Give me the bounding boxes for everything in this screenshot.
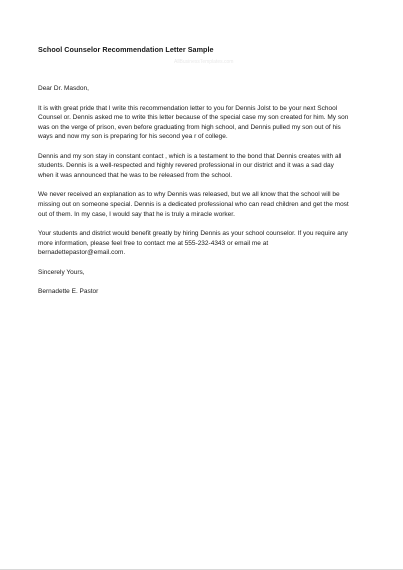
paragraph-1 — [38, 104, 368, 142]
paragraph-line: Your students and district would benefit greatly by hiring Dennis as your school counselor. If you require any — [38, 229, 348, 237]
paragraph-line: was on the verge of prison, even before graduating from high school, and Dennis pulled my son out of his — [38, 123, 341, 131]
paragraph-line: Dennis and my son stay in constant contact , which is a testament to the bond that Dennis creates with all — [38, 152, 342, 160]
document-title: School Counselor Recommendation Letter Sample — [38, 45, 214, 54]
watermark-text: AllBusinessTemplates.com — [174, 59, 234, 65]
paragraph-line: out of them. In my case, I would say that he is truly a miracle worker. — [38, 210, 235, 218]
paragraph-2 — [38, 152, 368, 181]
paragraph-line: We never received an explanation as to why Dennis was released, but we all know that the school will be — [38, 191, 340, 199]
paragraph-line: missing out on someone special. Dennis is a dedicated professional who can read children and get the most — [38, 200, 349, 208]
signature-name: Bernadette E. Pastor — [38, 287, 99, 295]
paragraph-line: Counsel or. Dennis asked me to write this letter because of the special case my son created for him. My son — [38, 114, 349, 122]
paragraph-line: more information, please feel free to contact me at 555-232-4343 or email me at — [38, 239, 269, 247]
paragraph-line: when it was announced that he was to be released from the school. — [38, 171, 233, 179]
salutation: Dear Dr. Masdon, — [38, 85, 89, 92]
paragraph-4 — [38, 229, 368, 258]
paragraph-line: ways and now my son is preparing for his second yea r of college. — [38, 133, 228, 141]
paragraph-line: It is with great pride that I write this recommendation letter to you for Dennis Jolst to be your next School — [38, 104, 338, 112]
closing: Sincerely Yours, — [38, 268, 85, 276]
paragraph-line: bernadettepastor@email.com. — [38, 249, 126, 257]
paragraph-3 — [38, 190, 368, 219]
letter-body — [38, 84, 368, 296]
paragraph-line: students. Dennis is a well-respected and highly revered professional in our district and it was a sad day — [38, 162, 334, 170]
